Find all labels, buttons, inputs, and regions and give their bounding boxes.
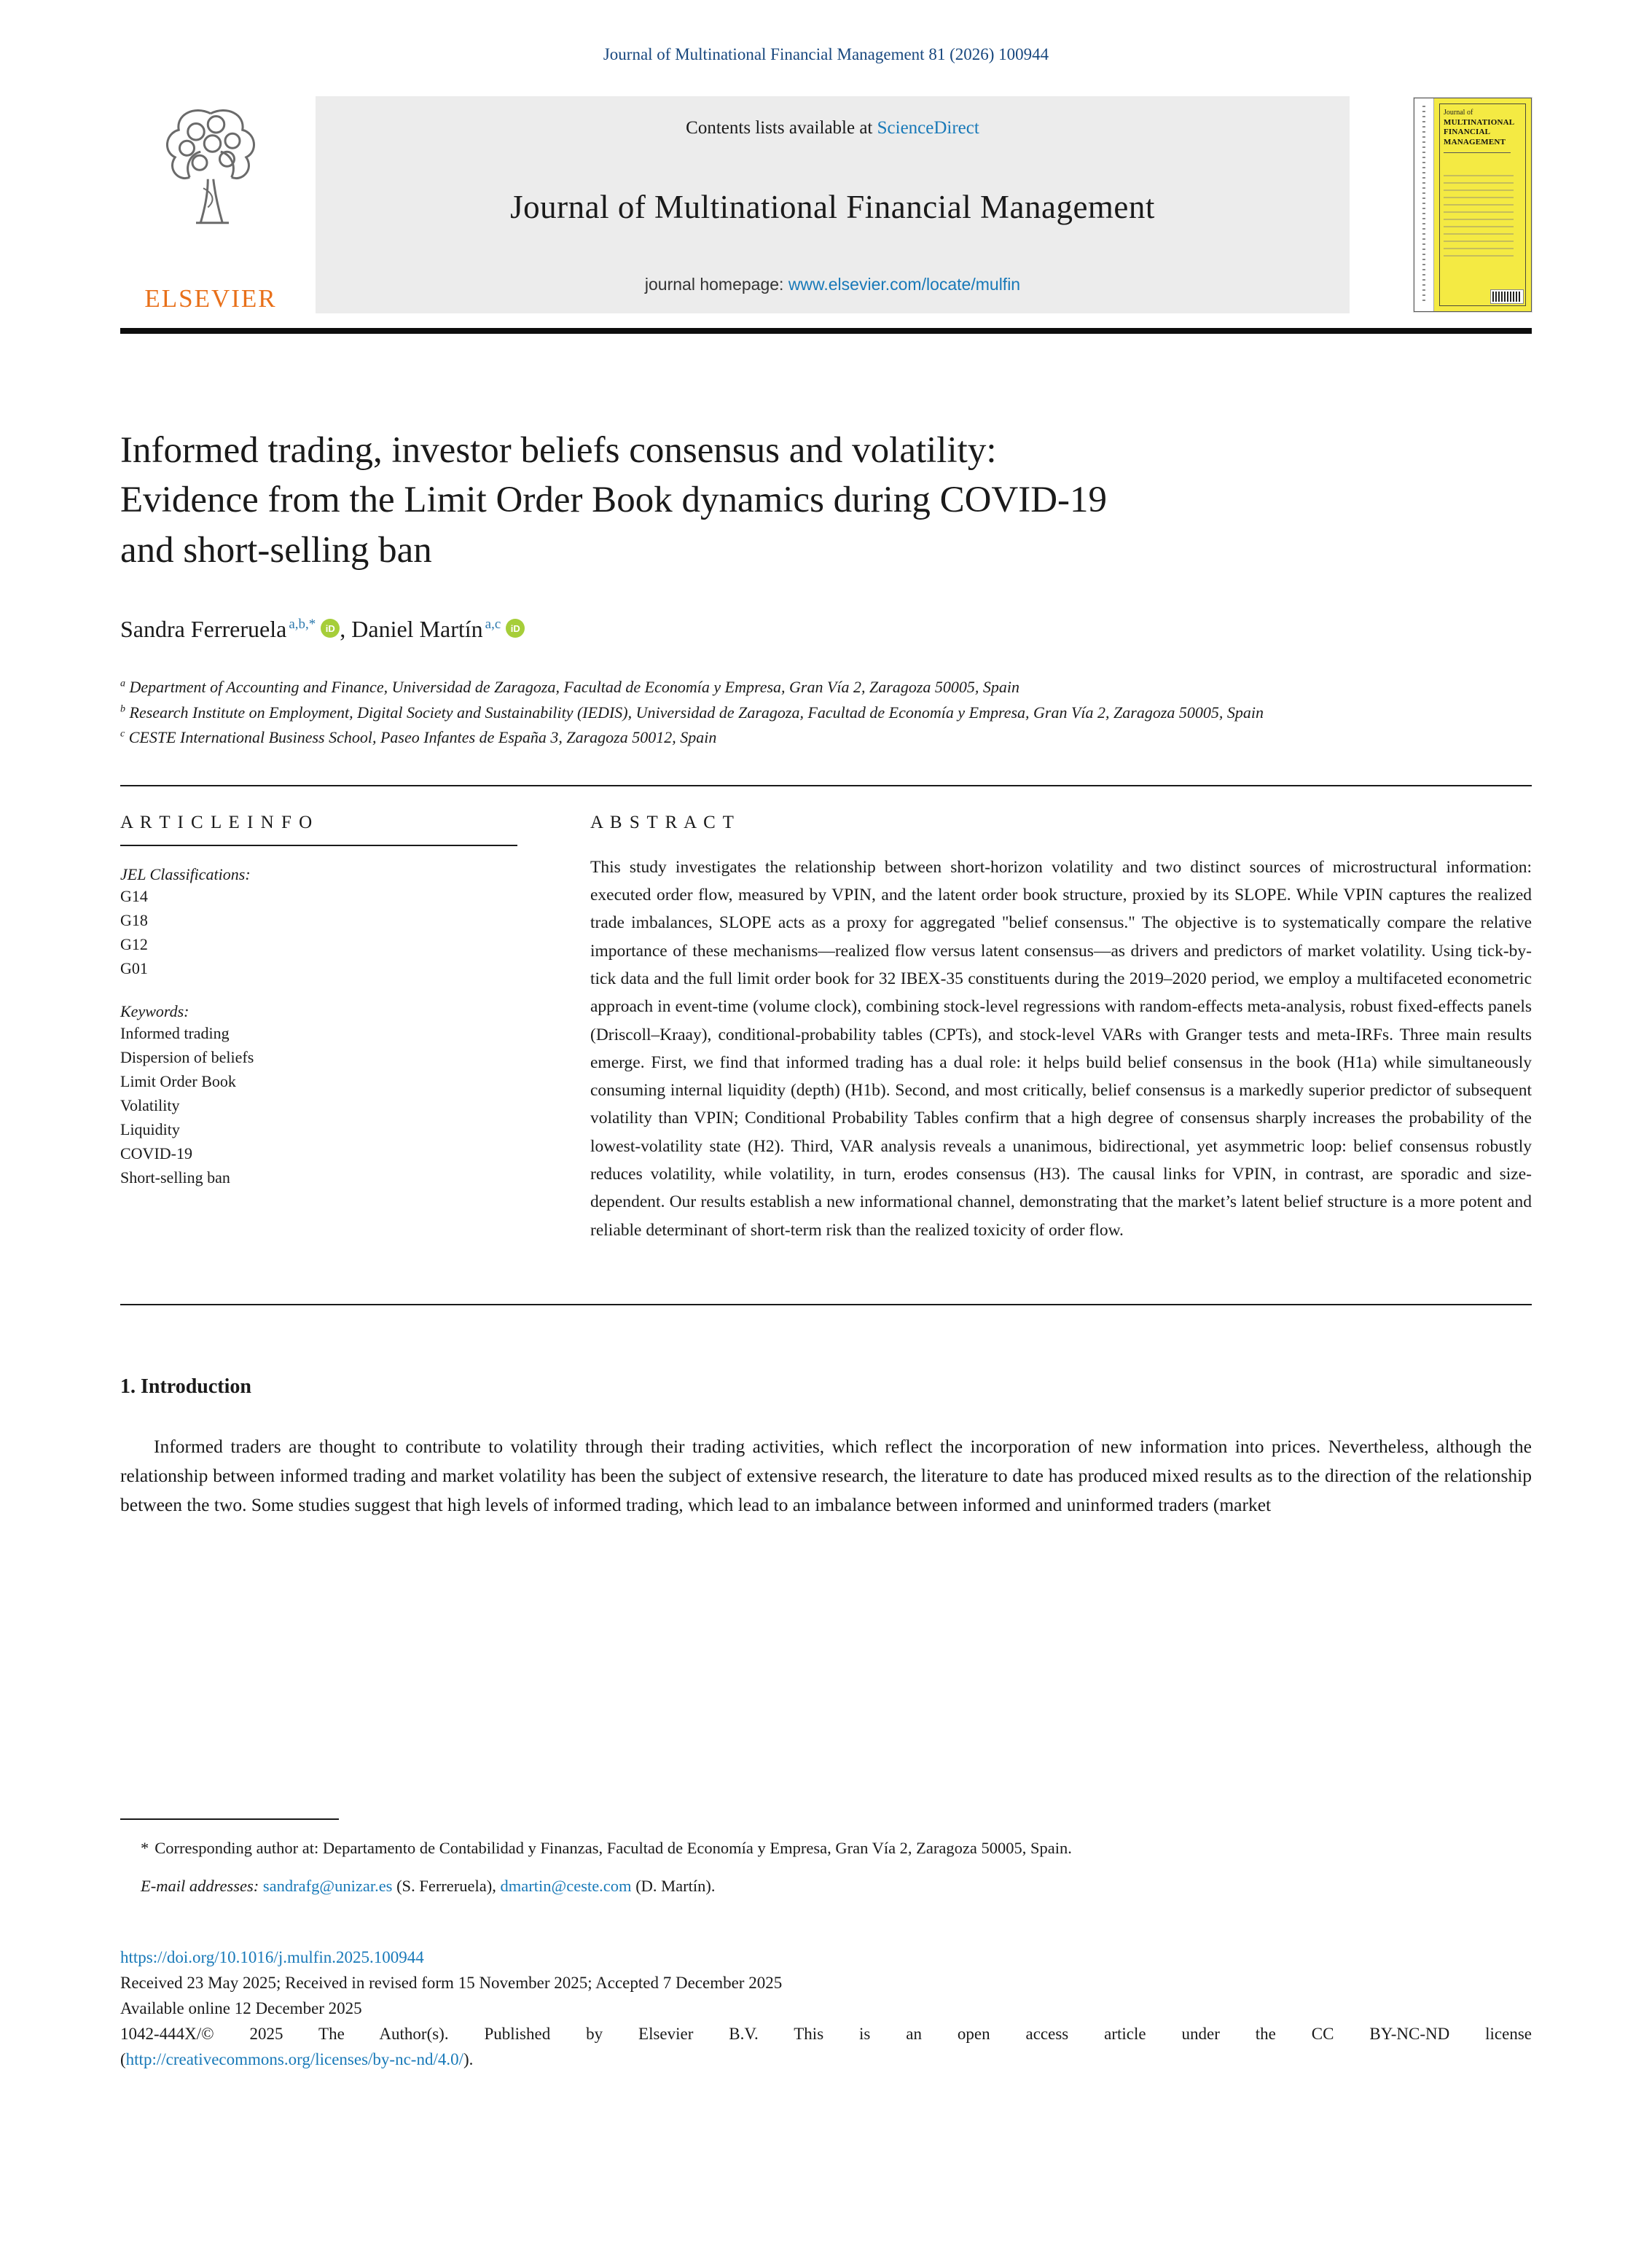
- author-name: Daniel Martín: [351, 615, 483, 642]
- corresponding-author-text: Corresponding author at: Departamento de Contabilidad y Finanzas, Facultad de Economía y Empresa, Gran Vía 2, Zaragoza 50005, Spain.: [154, 1838, 1072, 1857]
- affiliation-sup: c: [120, 728, 125, 740]
- received-dates: Received 23 May 2025; Received in revised form 15 November 2025; Accepted 7 December 2025: [120, 1974, 783, 1993]
- doi-link[interactable]: https://doi.org/10.1016/j.mulfin.2025.100944: [120, 1948, 424, 1967]
- author-affiliation-sup: a,c: [485, 617, 501, 633]
- abstract-heading: A B S T R A C T: [590, 812, 735, 832]
- jel-code: G12: [120, 934, 148, 953]
- affiliation-sup: a: [120, 679, 125, 690]
- header-divider-bar: [120, 328, 1532, 334]
- affiliation-text: Department of Accounting and Finance, Universidad de Zaragoza, Facultad de Economía y Empresa, Gran Vía 2, Zaragoza 50005, Spain: [129, 678, 1019, 697]
- elsevier-wordmark: ELSEVIER: [144, 284, 277, 313]
- footnote-divider: [120, 1818, 339, 1820]
- elsevier-logo: [120, 96, 316, 313]
- keyword-item: Volatility: [120, 1095, 180, 1114]
- sciencedirect-link[interactable]: ScienceDirect: [877, 118, 979, 138]
- license-open-paren: (: [120, 2050, 126, 2069]
- keyword-item: Limit Order Book: [120, 1071, 236, 1090]
- email-label: E-mail addresses:: [141, 1877, 259, 1896]
- introduction-heading: 1. Introduction: [120, 1375, 251, 1398]
- keyword-item: Informed trading: [120, 1023, 230, 1042]
- cover-column: [1350, 96, 1532, 313]
- available-online: Available online 12 December 2025: [120, 1999, 362, 2018]
- cover-text-lines: [1444, 175, 1514, 262]
- article-title-line: Informed trading, investor beliefs consensus and volatility:: [120, 430, 997, 471]
- email-link-1[interactable]: sandrafg@unizar.es: [262, 1877, 393, 1896]
- affiliation-text: Research Institute on Employment, Digital Society and Sustainability (IEDIS), Universidad de Zaragoza, Facultad de Economía y Empresa, Gran Vía 2, Zaragoza 50005, Spain: [129, 703, 1264, 722]
- contents-note: [686, 118, 979, 138]
- contents-prefix: Contents lists available at: [686, 118, 877, 138]
- cover-title-rule: [1444, 152, 1511, 153]
- homepage-prefix: journal homepage:: [644, 275, 788, 294]
- corresponding-author-note: [120, 1836, 1532, 1861]
- email-attribution-1: (S. Ferreruela),: [392, 1877, 501, 1896]
- jel-code: G18: [120, 910, 148, 929]
- journal-header-banner: [120, 96, 1532, 313]
- author-name: Sandra Ferreruela: [120, 615, 287, 642]
- affiliation-line: [120, 725, 1532, 750]
- keywords-label: Keywords:: [120, 1001, 189, 1020]
- cover-barcode: [1490, 289, 1524, 304]
- email-note: [120, 1874, 1532, 1899]
- cover-face: [1434, 98, 1531, 311]
- license-link[interactable]: http://creativecommons.org/licenses/by-nc-nd/4.0/: [125, 2050, 463, 2069]
- orcid-icon[interactable]: [506, 619, 525, 638]
- author-separator: ,: [340, 615, 352, 642]
- cover-title-line: Journal of: [1444, 109, 1473, 117]
- homepage-link[interactable]: www.elsevier.com/locate/mulfin: [788, 275, 1021, 294]
- affiliation-text: CESTE International Business School, Paseo Infantes de España 3, Zaragoza 50012, Spain: [128, 727, 717, 746]
- affiliation-line: [120, 700, 1532, 725]
- header-center-panel: [316, 96, 1350, 313]
- license-close-paren: ).: [463, 2050, 474, 2069]
- license-line: [120, 2047, 1532, 2073]
- article-info-heading: A R T I C L E I N F O: [120, 813, 517, 846]
- article-title: [120, 426, 1532, 575]
- orcid-icon[interactable]: [321, 619, 340, 638]
- author-list: [120, 616, 1532, 644]
- issn-license-text: 1042-444X/© 2025 The Author(s). Published by Elsevier B.V. This is an open access article under the CC BY-NC-ND license: [120, 2025, 1532, 2044]
- journal-citation: Journal of Multinational Financial Management 81 (2026) 100944: [603, 45, 1049, 63]
- cover-title-line: FINANCIAL: [1444, 128, 1491, 137]
- keyword-item: Dispersion of beliefs: [120, 1047, 254, 1066]
- cover-title-line: MULTINATIONAL: [1444, 117, 1515, 127]
- elsevier-tree-icon: [156, 98, 265, 241]
- affiliation-line: [120, 675, 1532, 700]
- article-info-panel: [120, 813, 590, 1244]
- cover-title: [1444, 109, 1531, 153]
- jel-code: G01: [120, 958, 148, 977]
- footnote-star: *: [141, 1838, 149, 1857]
- cover-title-line: MANAGEMENT: [1444, 138, 1506, 146]
- article-title-line: Evidence from the Limit Order Book dynamics during COVID-19: [120, 480, 1108, 521]
- jel-label: JEL Classifications:: [120, 864, 251, 883]
- info-abstract-section: [120, 786, 1532, 1269]
- email-attribution-2: (D. Martín).: [631, 1877, 716, 1896]
- affiliation-list: [120, 675, 1532, 749]
- author-affiliation-sup: a,b,*: [289, 617, 316, 633]
- introduction-paragraph: Informed traders are thought to contribute to volatility through their trading activities, which reflect the incorporation of new information into prices. Nevertheless, although the relationship between informed trading and market volatility has been the subject of extensive research, the literature to date has produced mixed results as to the direction of the relationship between the two. Some studies suggest that high levels of informed trading, which lead to an imbalance between informed and uninformed traders (market: [120, 1435, 1532, 1516]
- section-divider: [120, 1304, 1532, 1305]
- jel-code: G14: [120, 886, 148, 905]
- journal-name: Journal of Multinational Financial Management: [510, 188, 1155, 225]
- abstract-panel: [590, 813, 1532, 1244]
- homepage-note: [645, 275, 1020, 294]
- affiliation-sup: b: [120, 703, 125, 715]
- keyword-item: COVID-19: [120, 1144, 192, 1162]
- publication-info: [120, 1945, 1532, 2073]
- keyword-item: Liquidity: [120, 1119, 180, 1138]
- email-link-2[interactable]: dmartin@ceste.com: [500, 1877, 632, 1896]
- keyword-item: Short-selling ban: [120, 1168, 230, 1187]
- article-title-line: and short-selling ban: [120, 529, 432, 571]
- abstract-text: This study investigates the relationship between short-horizon volatility and two distinct sources of microstructural information: executed order flow, measured by VPIN, and the latent order book structure, proxied by its SLOPE. While VPIN captures the realized trade imbalances, SLOPE acts as a proxy for aggregated "belief consensus." The objective is to systematically compare the relative importance of these mechanisms—realized flow versus latent consensus—as drivers and predictors of market volatility. Using tick-by-tick data and the full limit order book for 32 IBEX-35 constituents during the 2019–2020 period, we employ a multifaceted econometric approach in event-time (volume clock), combining stock-level regressions with random-effects meta-analysis, robust fixed-effects panels (Driscoll–Kraay), conditional-probability tables (CPTs), and stock-level VARs with Granger tests and meta-IRFs. Three main results emerge. First, we find that informed trading has a dual role: it helps build belief consensus in the book (H1a) while simultaneously consuming internal liquidity (depth) (H1b). Second, and most critically, belief consensus is a markedly superior predictor of subsequent volatility than VPIN; Conditional Probability Tables confirm that a high degree of consensus sharply increases the probability of the lowest-volatility state (H2). Third, VAR analysis reveals a unanimous, bidirectional, yet asymmetric loop: belief consensus robustly reduces volatility, while volatility, in turn, erodes consensus (H3). The causal links for VPIN, in contrast, are sporadic and size-dependent. Our results establish a new informational channel, demonstrating that the market’s latent belief structure is a more potent and reliable determinant of short-term risk than the realized toxicity of order flow.: [590, 857, 1532, 1240]
- cover-spine: [1414, 98, 1434, 311]
- page-footer-block: [120, 1818, 1532, 2073]
- journal-cover-thumbnail: [1414, 98, 1532, 312]
- copyright-line: [120, 2022, 1532, 2073]
